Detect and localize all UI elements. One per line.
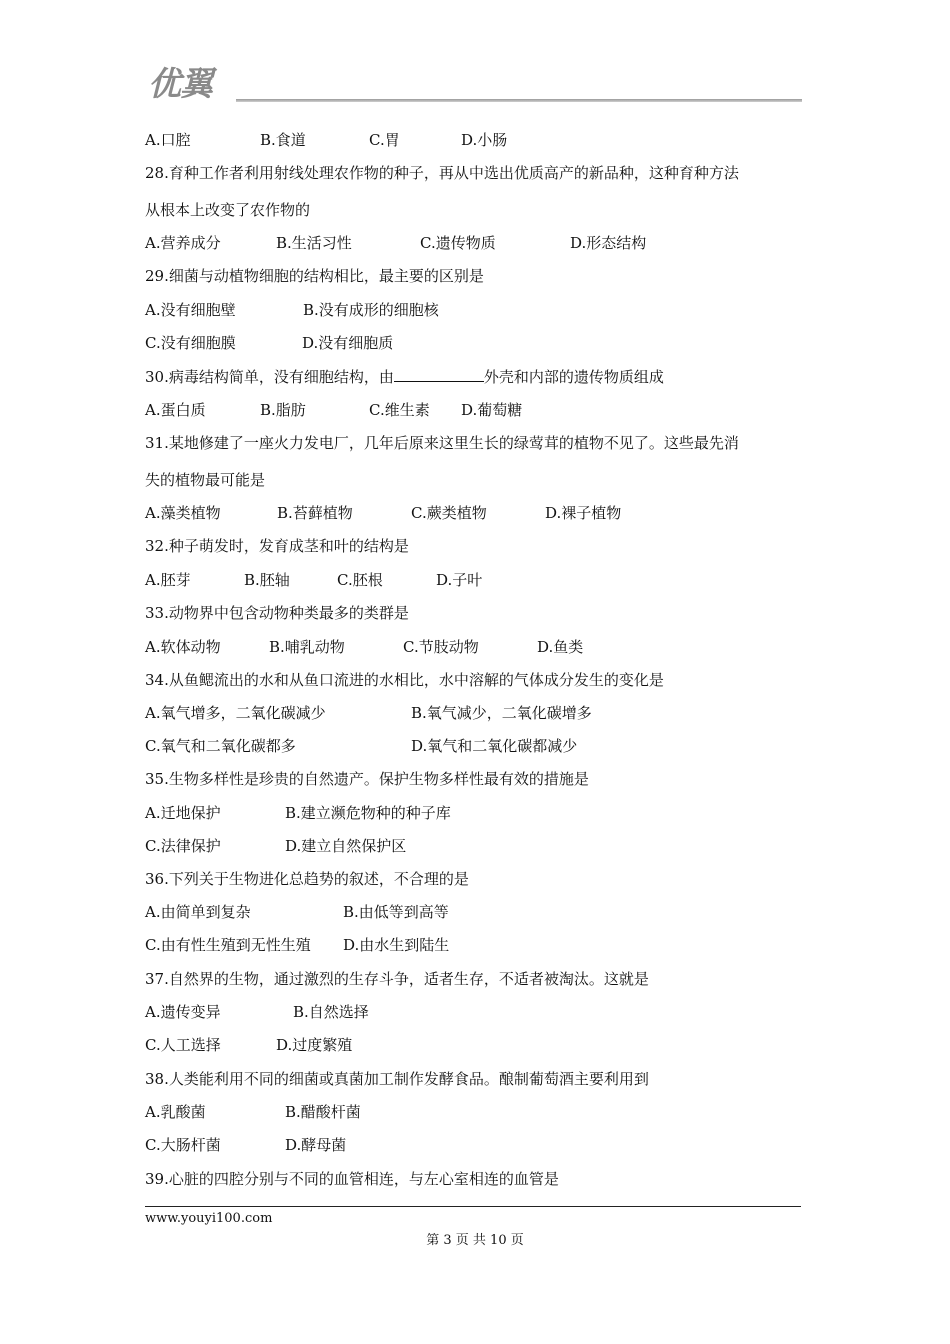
options-row — [145, 734, 805, 758]
answer-option: B.胚轴 — [244, 571, 290, 589]
question-line: 38.人类能利用不同的细菌或真菌加工制作发酵食品。酿制葡萄酒主要利用到 — [145, 1070, 649, 1088]
answer-option: B.由低等到高等 — [343, 903, 449, 921]
question-line: 28.育种工作者利用射线处理农作物的种子，再从中选出优质高产的新品种，这种育种方法 — [145, 164, 739, 182]
question-line: 失的植物最可能是 — [145, 471, 266, 489]
footer-rule — [145, 1206, 801, 1207]
options-row — [145, 128, 805, 152]
answer-option: B.脂肪 — [260, 401, 306, 419]
options-row — [145, 1100, 805, 1124]
answer-option: B.自然选择 — [293, 1003, 369, 1021]
answer-option: C.节肢动物 — [403, 638, 479, 656]
question-line: 33.动物界中包含动物种类最多的类群是 — [145, 604, 409, 622]
answer-option: C.胃 — [369, 131, 400, 149]
answer-option: B.建立濒危物种的种子库 — [285, 804, 451, 822]
options-row — [145, 1000, 805, 1024]
youyi-logo: 优翼 — [148, 64, 212, 103]
options-row — [145, 1033, 805, 1057]
question-line: 从根本上改变了农作物的 — [145, 201, 311, 219]
answer-option: A.由简单到复杂 — [145, 903, 251, 921]
answer-option: D.酵母菌 — [285, 1136, 347, 1154]
question-text: 外壳和内部的遗传物质组成 — [483, 368, 664, 386]
answer-option: D.子叶 — [436, 571, 483, 589]
answer-option: A.乳酸菌 — [145, 1103, 206, 1121]
question-line: 29.细菌与动植物细胞的结构相比，最主要的区别是 — [145, 267, 484, 285]
question-line: 36.下列关于生物进化总趋势的叙述，不合理的是 — [145, 870, 469, 888]
answer-option: D.小肠 — [461, 131, 508, 149]
footer-url: www.youyi100.com — [145, 1211, 273, 1226]
options-row — [145, 701, 805, 725]
options-row — [145, 834, 805, 858]
answer-option: D.鱼类 — [537, 638, 584, 656]
question-line: 34.从鱼鳃流出的水和从鱼口流进的水相比，水中溶解的气体成分发生的变化是 — [145, 671, 664, 689]
answer-option: D.形态结构 — [570, 234, 647, 252]
answer-option: C.大肠杆菌 — [145, 1136, 221, 1154]
question-line: 32.种子萌发时，发育成茎和叶的结构是 — [145, 537, 409, 555]
answer-option: B.哺乳动物 — [269, 638, 345, 656]
answer-option: C.由有性生殖到无性生殖 — [145, 936, 311, 954]
options-row — [145, 933, 805, 957]
answer-option: D.裸子植物 — [545, 504, 622, 522]
options-row — [145, 501, 805, 525]
options-row — [145, 900, 805, 924]
question-line — [145, 365, 664, 389]
question-line: 39.心脏的四腔分别与不同的血管相连，与左心室相连的血管是 — [145, 1170, 559, 1188]
answer-option: A.迁地保护 — [145, 804, 221, 822]
options-row — [145, 801, 805, 825]
options-row — [145, 568, 805, 592]
answer-option: D.没有细胞质 — [302, 334, 394, 352]
answer-option: B.氧气减少，二氧化碳增多 — [411, 704, 592, 722]
answer-option: D.氧气和二氧化碳都减少 — [411, 737, 578, 755]
answer-option: A.软体动物 — [145, 638, 221, 656]
options-row — [145, 398, 805, 422]
answer-option: C.人工选择 — [145, 1036, 221, 1054]
answer-option: D.建立自然保护区 — [285, 837, 407, 855]
answer-option: A.蛋白质 — [145, 401, 206, 419]
answer-option: D.葡萄糖 — [461, 401, 523, 419]
answer-option: B.生活习性 — [276, 234, 352, 252]
options-row — [145, 1133, 805, 1157]
answer-option: C.氧气和二氧化碳都多 — [145, 737, 296, 755]
header-rule — [236, 99, 802, 102]
question-line: 37.自然界的生物，通过激烈的生存斗争，适者生存，不适者被淘汰。这就是 — [145, 970, 649, 988]
answer-option: A.遗传变异 — [145, 1003, 221, 1021]
options-row — [145, 635, 805, 659]
question-line: 35.生物多样性是珍贵的自然遗产。保护生物多样性最有效的措施是 — [145, 770, 589, 788]
answer-option: A.藻类植物 — [145, 504, 221, 522]
answer-option: B.食道 — [260, 131, 306, 149]
answer-option: C.维生素 — [369, 401, 430, 419]
options-row — [145, 298, 805, 322]
answer-option: C.法律保护 — [145, 837, 221, 855]
answer-option: C.蕨类植物 — [411, 504, 487, 522]
answer-option: C.胚根 — [337, 571, 383, 589]
answer-option: A.口腔 — [145, 131, 191, 149]
answer-option: B.醋酸杆菌 — [285, 1103, 361, 1121]
question-text: 30.病毒结构简单，没有细胞结构，由 — [145, 368, 394, 386]
answer-option: B.苔藓植物 — [277, 504, 353, 522]
options-row — [145, 331, 805, 355]
answer-option: A.营养成分 — [145, 234, 221, 252]
options-row — [145, 231, 805, 255]
answer-option: C.没有细胞膜 — [145, 334, 236, 352]
answer-option: A.氧气增多，二氧化碳减少 — [145, 704, 326, 722]
answer-option: B.没有成形的细胞核 — [303, 301, 439, 319]
page-number: 第 3 页 共 10 页 — [426, 1233, 524, 1248]
question-line: 31.某地修建了一座火力发电厂，几年后原来这里生长的绿莺茸的植物不见了。这些最先消 — [145, 434, 739, 452]
answer-option: A.没有细胞壁 — [145, 301, 236, 319]
answer-option: A.胚芽 — [145, 571, 191, 589]
answer-option: D.过度繁殖 — [276, 1036, 353, 1054]
fill-in-blank — [394, 365, 484, 382]
answer-option: C.遗传物质 — [420, 234, 496, 252]
answer-option: D.由水生到陆生 — [343, 936, 450, 954]
